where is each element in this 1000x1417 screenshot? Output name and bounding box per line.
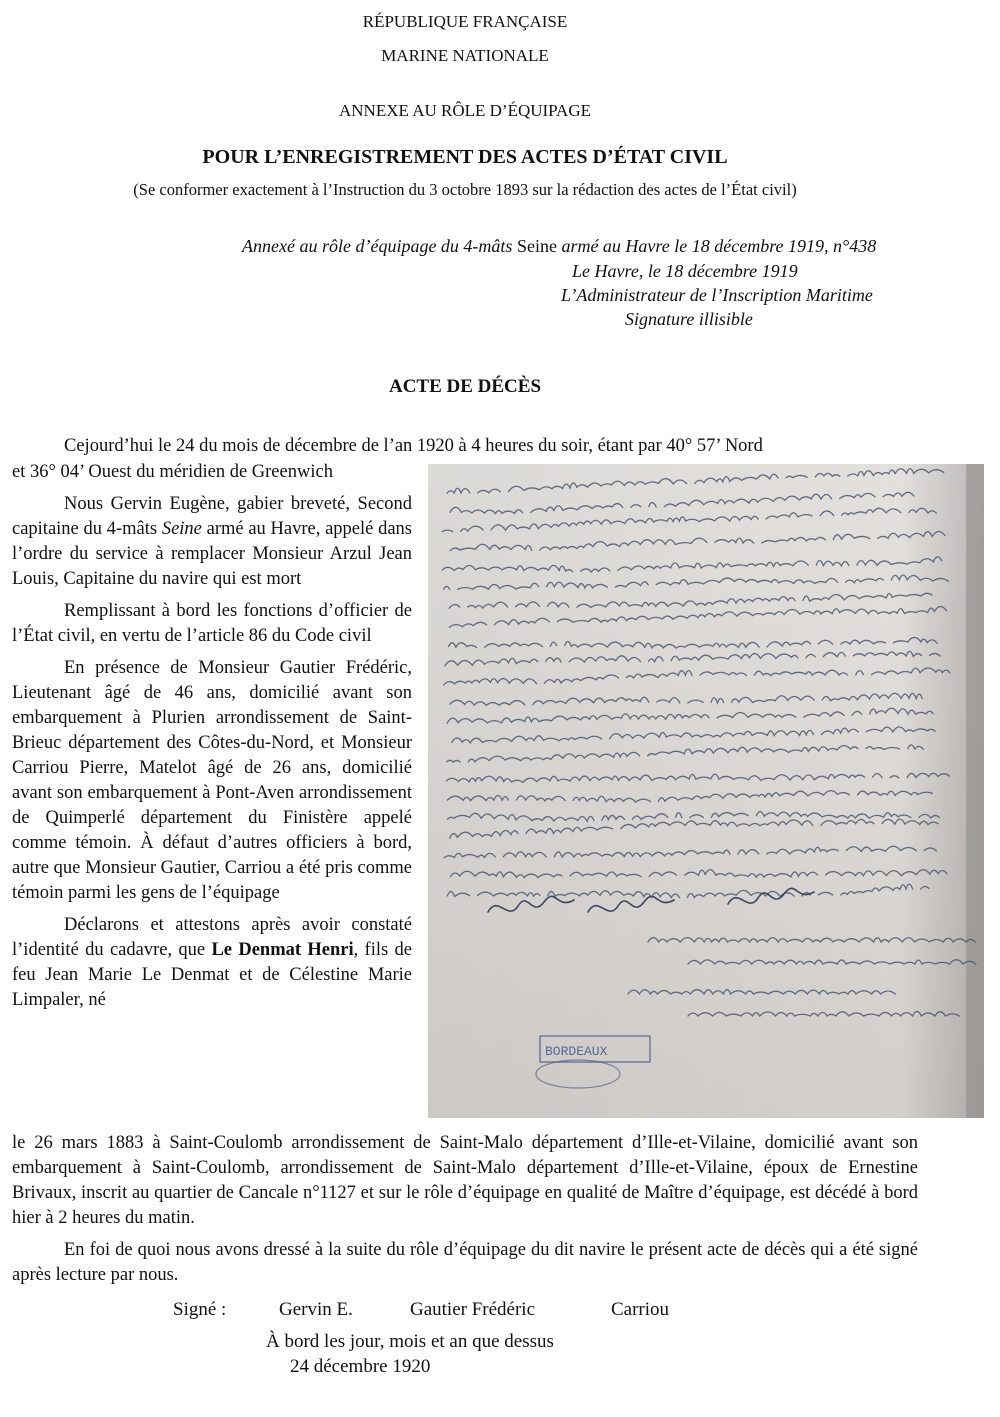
annotation-line-1: Annexé au rôle d’équipage du 4-mâts Seine armé au Havre le 18 décembre 1919, n°438 (242, 236, 877, 256)
narrow-column (12, 460, 412, 1013)
signature-label: Signé : (173, 1299, 227, 1320)
paragraph-5: Déclarons et attestons après avoir constaté l’identité du cadavre, que Le Denmat Henri, fils de feu Jean Marie Le Denmat et de Célestine Marie Limpaler, né (12, 915, 412, 1010)
full-width-column (12, 1131, 918, 1288)
handwritten-register-photo (428, 464, 984, 1118)
paragraph-1b: et 36° 04’ Ouest du méridien de Greenwich (12, 462, 333, 482)
paragraph-1: Cejourd’hui le 24 du mois de décembre de l’an 1920 à 4 heures du soir, étant par 40° 57’ Nord (64, 436, 763, 456)
document-title: POUR L’ENREGISTREMENT DES ACTES D’ÉTAT CIVIL (202, 146, 728, 168)
signature-place: À bord les jour, mois et an que dessus (266, 1331, 554, 1352)
header-navy: MARINE NATIONALE (381, 46, 549, 65)
annotation-ship: Seine (516, 236, 557, 256)
header-republic: RÉPUBLIQUE FRANÇAISE (362, 12, 568, 31)
annotation-line-3: L’Administrateur de l’Inscription Maritime (561, 285, 873, 305)
annotation-line-4: Signature illisible (625, 309, 753, 329)
paragraph-6: En foi de quoi nous avons dressé à la suite du rôle d’équipage du dit navire le présent acte de décès qui a été signé après lecture par nous. (12, 1240, 918, 1285)
act-title: ACTE DE DÉCÈS (388, 376, 542, 397)
signature-gautier: Gautier Frédéric (410, 1299, 536, 1320)
deceased-name: Le Denmat Henri (211, 940, 354, 960)
header-annex: ANNEXE AU RÔLE D’ÉQUIPAGE (339, 101, 591, 120)
signature-carriou: Carriou (611, 1299, 670, 1320)
bordeaux-stamp: BORDEAUX (545, 1044, 608, 1059)
paragraph-2: Nous Gervin Eugène, gabier breveté, Second capitaine du 4-mâts Seine armé au Havre, appelé dans l’ordre du service à remplacer Monsieur Arzul Jean Louis, Capitaine du navire qui est mort (12, 494, 412, 589)
paragraph-4: En présence de Monsieur Gautier Frédéric, Lieutenant âgé de 46 ans, domicilié avant son embarquement à Plurien arrondissement de Saint-Brieuc département des Côtes-du-Nord, et Monsieur Carriou Pierre, Matelot âgé de 26 ans, domicilié avant son embarquement à Pont-Aven arrondissement de Quimperlé département du Finistère appelé comme témoin. À défaut d’autres officiers à bord, autre que Monsieur Gautier, Carriou a été pris comme témoin parmi les gens de l’équipage (12, 658, 412, 903)
signature-gervin: Gervin E. (279, 1299, 353, 1320)
annotation-line-2: Le Havre, le 18 décembre 1919 (572, 261, 798, 281)
header-note: (Se conformer exactement à l’Instruction du 3 octobre 1893 sur la rédaction des actes de l’État civil) (133, 180, 797, 199)
signature-date: 24 décembre 1920 (290, 1356, 431, 1377)
paragraph-3: Remplissant à bord les fonctions d’officier de l’État civil, en vertu de l’article 86 du Code civil (12, 601, 412, 646)
ship-name: Seine (161, 519, 202, 539)
paragraph-5-continued: le 26 mars 1883 à Saint-Coulomb arrondissement de Saint-Malo département d’Ille-et-Vilaine, domicilié avant son embarquement à Saint-Coulomb, arrondissement de Saint-Malo département d’Ille-et-Vilaine, époux de Ernestine Brivaux, inscrit au quartier de Cancale n°1127 et sur le rôle d’équipage en qualité de Maître d’équipage, est décédé à bord hier à 2 heures du matin. (12, 1133, 918, 1228)
